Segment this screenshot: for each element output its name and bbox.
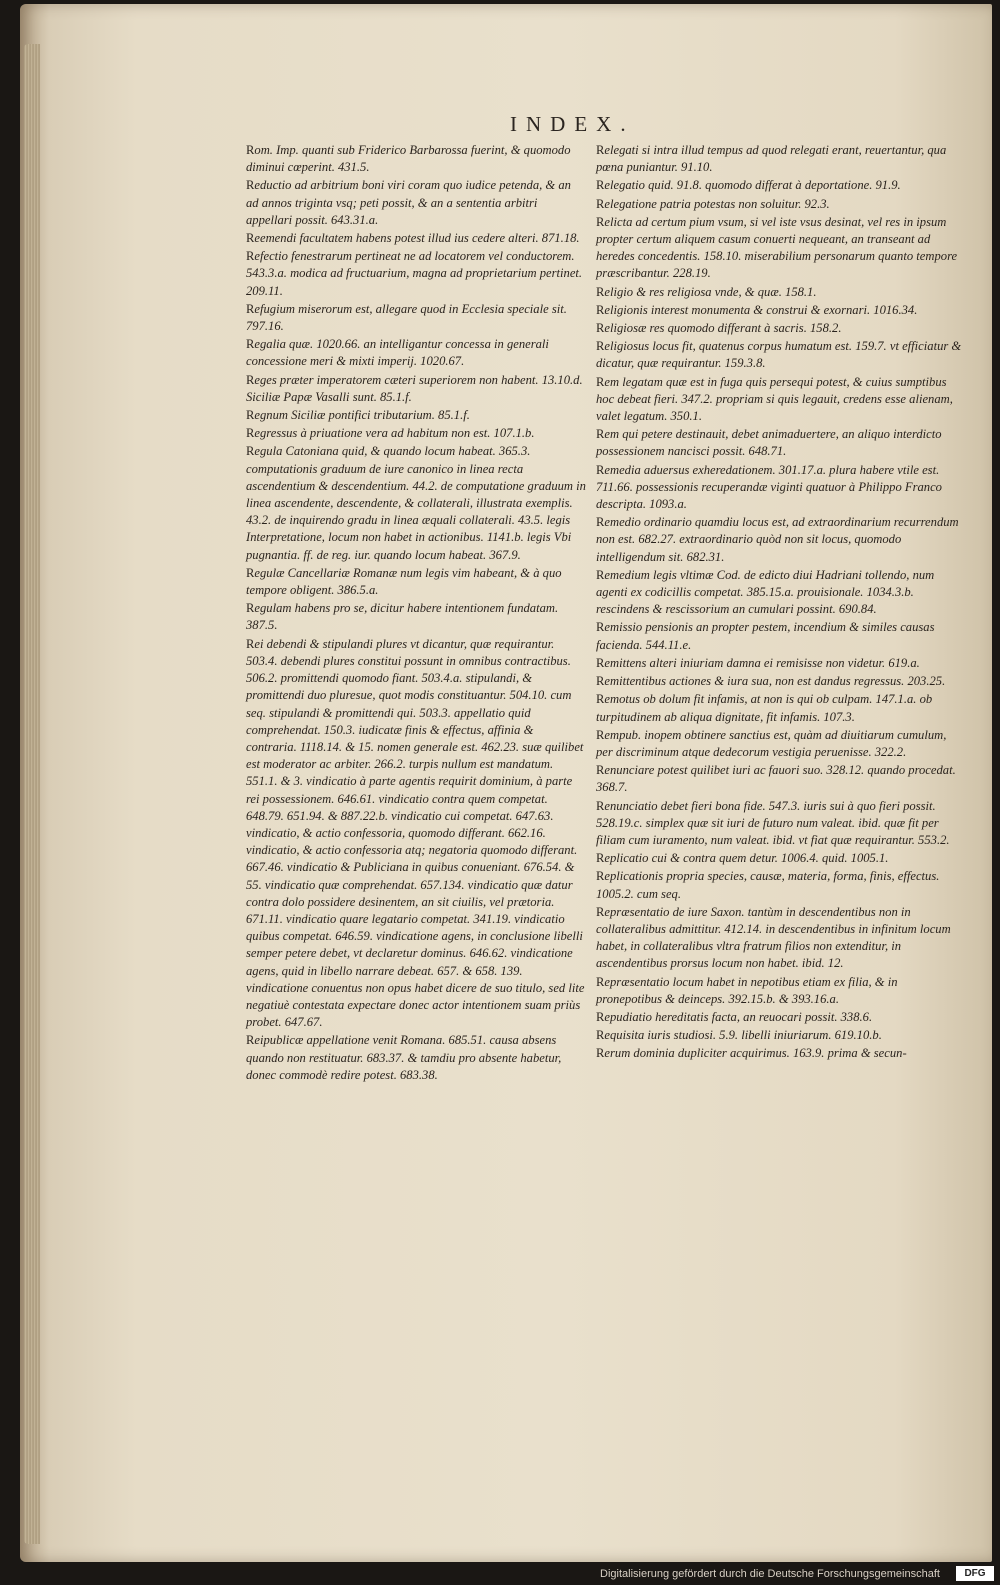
index-entry: Replicationis propria species, causæ, materia, forma, finis, effectus. 1005.2. cum seq.	[596, 869, 940, 901]
index-entry: Renunciatio debet fieri bona fide. 547.3. iuris sui à quo fieri possit. 528.19.c. simplex quæ sit iuri de futuro num valeat. ibid. quæ fit per filiam cum iuramento, num valeat. ibid. vt fiat quæ requirantur. 553.2.	[596, 798, 950, 847]
index-entry: Rom. Imp. quanti sub Friderico Barbarossa fuerint, & quomodo diminui cœperint. 431.5.	[246, 143, 571, 175]
index-entry: Remedio ordinario quamdiu locus est, ad extraordinarium recurrendum non est. 682.27. extraordinario quòd non sit locus, quomodo intelligendum sit. 682.31.	[596, 515, 959, 564]
index-entry: Regulæ Cancellariæ Romanæ num legis vim habeant, & à quo tempore obligent. 386.5.a.	[246, 565, 562, 598]
index-entry: Religiosus locus fit, quatenus corpus humatum est. 159.7. vt efficiatur & dicatur, quæ requirantur. 159.3.8.	[596, 339, 962, 371]
index-entry: Remotus ob dolum fit infamis, at non is qui ob culpam. 147.1.a. ob turpitudinem ab aliqua dignitate, fit infamis. 107.3.	[596, 692, 933, 724]
index-entry: Repræsentatio locum habet in nepotibus etiam ex filia, & in pronepotibus & deinceps. 392.15.b. & 393.16.a.	[596, 974, 898, 1006]
index-entry: Regalia quæ. 1020.66. an intelligantur concessa in generali concessione meri & mixti imperij. 1020.67.	[246, 337, 549, 369]
index-entry: Relegati si intra illud tempus ad quod relegati erant, reuertantur, qua pœna puniantur. 91.10.	[596, 143, 947, 175]
index-entry: Repudiatio hereditatis facta, an reuocari possit. 338.6.	[596, 1009, 873, 1024]
digitization-credit: Digitalisierung gefördert durch die Deutsche Forschungsgemeinschaft	[600, 1568, 940, 1580]
index-entry: Rem legatam quæ est in fuga quis persequi potest, & cuius sumptibus hoc debeat fieri. 347.2. propriam si quis legauit, credens esse alienam, valet legatum. 350.1.	[596, 374, 953, 424]
index-entry: Reges præter imperatorem cæteri superiorem non habent. 13.10.d. Siciliæ Papæ Vasalli sunt. 85.1.f.	[246, 372, 583, 404]
dfg-logo: DFG	[956, 1566, 994, 1581]
running-header: INDEX.	[510, 112, 635, 136]
index-entry: Religio & res religiosa vnde, & quæ. 158.1.	[596, 284, 817, 299]
index-entry: Refectio fenestrarum pertineat ne ad locatorem vel conductorem. 543.3.a. modica ad fructuarium, magna ad proprietarium pertinet. 209.11.	[246, 249, 583, 298]
right-column	[596, 142, 964, 1064]
index-entry: Reductio ad arbitrium boni viri coram quo iudice petenda, & an ad annos triginta vsq; peti possit, & an a sententia arbitri appellari possit. 643.31.a.	[246, 178, 571, 227]
index-entry: Remedium legis vltimæ Cod. de edicto diui Hadriani tollendo, num agenti ex codicillis competat. 385.15.a. prouisionale. 1034.3.b. rescindens & rescissorium an cumulari possint. 690.84.	[596, 567, 935, 617]
index-entry: Requisita iuris studiosi. 5.9. libelli iniuriarum. 619.10.b.	[596, 1028, 882, 1043]
index-entry: Reipublicæ appellatione venit Romana. 685.51. causa absens quando non restituatur. 683.37. & tamdiu pro absente habetur, donec commodè redire potest. 683.38.	[246, 1033, 562, 1082]
index-entry: Regula Catoniana quid, & quando locum habeat. 365.3. computationis graduum de iure canonico in linea recta ascendentium & descendentium. 44.2. de computatione graduum in linea ascendente, descendente, & collaterali, illustrata exemplis. 43.2. de inquirendo gradu in linea æquali collaterali. 43.5. legis Interpretatione, locum non habet in actionibus. 1141.b. legis Vbi pugnantia. ff. de reg. iur. quando locum habeat. 367.9.	[246, 444, 586, 562]
index-entry: Replicatio cui & contra quem detur. 1006.4. quid. 1005.1.	[596, 851, 889, 866]
left-column	[246, 142, 586, 1085]
index-entry: Refugium miserorum est, allegare quod in Ecclesia speciale sit. 797.16.	[246, 301, 567, 334]
index-entry: Regulam habens pro se, dicitur habere intentionem fundatam. 387.5.	[246, 601, 559, 633]
index-entry: Regressus à priuatione vera ad habitum non est. 107.1.b.	[246, 426, 535, 441]
index-entry: Rem qui petere destinauit, debet animaduertere, an aliquo interdicto possessionem nancisci possit. 648.71.	[596, 427, 942, 459]
index-entry: Rempub. inopem obtinere sanctius est, quàm ad diuitiarum cumulum, per discriminum atque dedecorum vestigia peruenisse. 322.2.	[596, 727, 947, 759]
index-entry: Renunciare potest quilibet iuri ac fauori suo. 328.12. quando procedat. 368.7.	[596, 763, 956, 795]
index-entry: Religiosæ res quomodo differant à sacris. 158.2.	[596, 321, 842, 336]
index-entry: Remissio pensionis an propter pestem, incendium & similes causas facienda. 544.11.e.	[596, 620, 935, 652]
index-entry: Relegatione patria potestas non soluitur. 92.3.	[596, 196, 830, 211]
index-entry: Relegatio quid. 91.8. quomodo differat à deportatione. 91.9.	[596, 178, 901, 193]
index-entry: Rei debendi & stipulandi plures vt dicantur, quæ requirantur. 503.4. debendi plures constitui possunt in omnibus contractibus. 506.2. promittendi quomodo fiant. 503.4.a. stipulandi, & promittendi duo pluresue, quot modis constituantur. 504.10. cum seq. stipulandi & promittendi qui. 503.3. appellatio quid comprehendat. 150.3. iudicatæ finis & effectus, affinia & contraria. 1118.14. & 15. nomen generale est. 462.23. suæ quilibet est moderator ac arbiter. 266.2. turpis nullum est mandatum. 551.1. & 3. vindicatio à parte agentis requirit dominium, à parte rei possessionem. 646.61. vindicatio contra quem competat. 648.79. 651.94. & 887.22.b. vindicatio cui competat. 647.63. vindicatio, & actio confessoria, quomodo differant. 662.16. vindicatio, & actio confessoria atq; negatoria quomodo differant. 667.46. vindicatio & Publiciana in quibus conueniant. 676.54. & 55. vindicatio quæ comprehendat. 657.134. vindicatio quæ datur contra dolo possidere desinentem, an sit ciuilis, vel prætoria. 671.11. vindicatio quare legatario competat. 341.19. vindicatio quibus competat. 646.59. vindicatione agens, in conclusione libelli semper petere debet, vt declaretur dominus. 646.62. vindicatione agens, quid in libello narrare debeat. 657. & 658. 139. vindicatione conuentus non opus habet dicere de suo titulo, sed lite negatiuè contestata expectare donec actor intentionem suam priùs probet. 647.67.	[246, 636, 585, 1030]
index-entry: Rerum dominia dupliciter acquirimus. 163.9. prima & secun-	[596, 1046, 907, 1061]
index-entry: Remittens alteri iniuriam damna ei remisisse non videtur. 619.a.	[596, 655, 920, 670]
index-entry: Religionis interest monumenta & construi & exornari. 1016.34.	[596, 302, 918, 317]
index-entry: Relicta ad certum pium vsum, si vel iste vsus desinat, vel res in ipsum propter certum aliquem casum conuerti nequeant, an transeant ad heredes concedentis. 158.10. miserabilium personarum quanto tempore præscribantur. 228.19.	[596, 214, 958, 281]
index-entry: Remittentibus actiones & iura sua, non est dandus regressus. 203.25.	[596, 674, 946, 689]
index-entry: Reemendi facultatem habens potest illud ius cedere alteri. 871.18.	[246, 231, 580, 246]
index-entry: Repræsentatio de iure Saxon. tantùm in descendentibus non in collateralibus admittitur. 412.14. in descendentibus in infinitum locum habet, in collateralibus vltra fratrum filios non extenditur, in ascendentibus prorsus locum non habet. ibid. 12.	[596, 904, 951, 971]
page-edge	[24, 44, 40, 1544]
index-entry: Remedia aduersus exheredationem. 301.17.a. plura habere vtile est. 711.66. possessionis recuperandæ viginti quatuor à Philippo Franco descripta. 1093.a.	[596, 462, 942, 512]
index-entry: Regnum Siciliæ pontifici tributarium. 85.1.f.	[246, 408, 470, 423]
